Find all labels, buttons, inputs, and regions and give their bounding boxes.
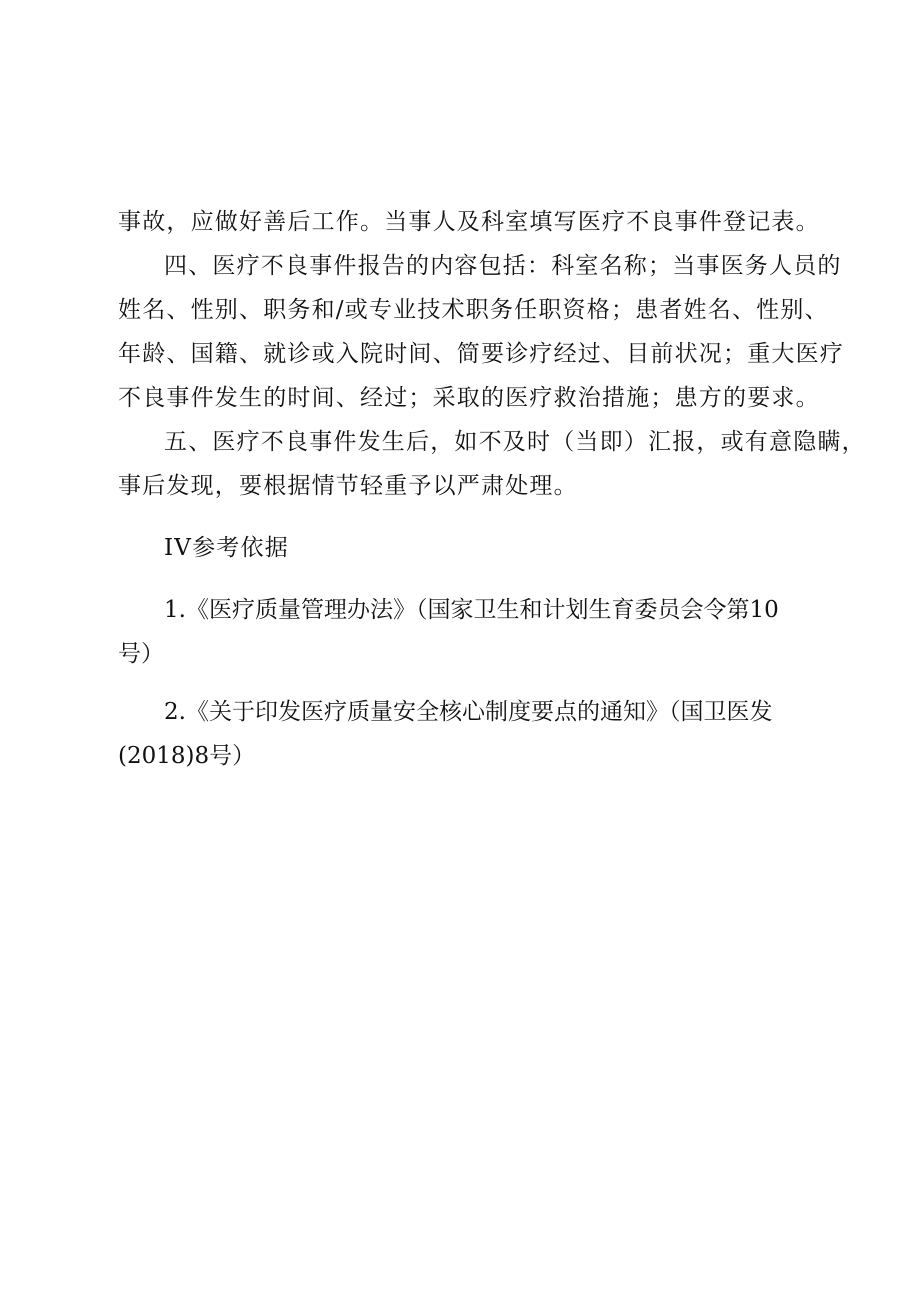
spacer <box>118 508 818 526</box>
paragraph-line: 姓名、性别、职务和/或专业技术职务任职资格；患者姓名、性别、 <box>118 297 829 323</box>
paragraph-line: 事后发现，要根据情节轻重予以严肃处理。 <box>118 473 578 499</box>
section-heading: IV参考依据 <box>164 535 289 561</box>
spacer <box>118 570 818 588</box>
paragraph-line: 事故，应做好善后工作。当事人及科室填写医疗不良事件登记表。 <box>118 209 820 235</box>
paragraph-line: 不良事件发生的时间、经过；采取的医疗救治措施；患方的要求。 <box>118 385 820 411</box>
reference-line: 号） <box>118 641 164 667</box>
document-body <box>118 200 866 778</box>
reference-line: 2.《关于印发医疗质量安全核心制度要点的通知》（国卫医发 <box>164 699 773 725</box>
reference-line: (2018)8号） <box>118 743 256 769</box>
paragraph-line: 年龄、国籍、就诊或入院时间、简要诊疗经过、目前状况；重大医疗 <box>118 341 844 367</box>
paragraph-line: 五、医疗不良事件发生后，如不及时（当即）汇报，或有意隐瞒， <box>164 429 866 455</box>
spacer <box>118 676 818 690</box>
reference-line: 1.《医疗质量管理办法》（国家卫生和计划生育委员会令第10 <box>164 597 779 623</box>
paragraph-line: 四、医疗不良事件报告的内容包括：科室名称；当事医务人员的 <box>164 253 842 279</box>
